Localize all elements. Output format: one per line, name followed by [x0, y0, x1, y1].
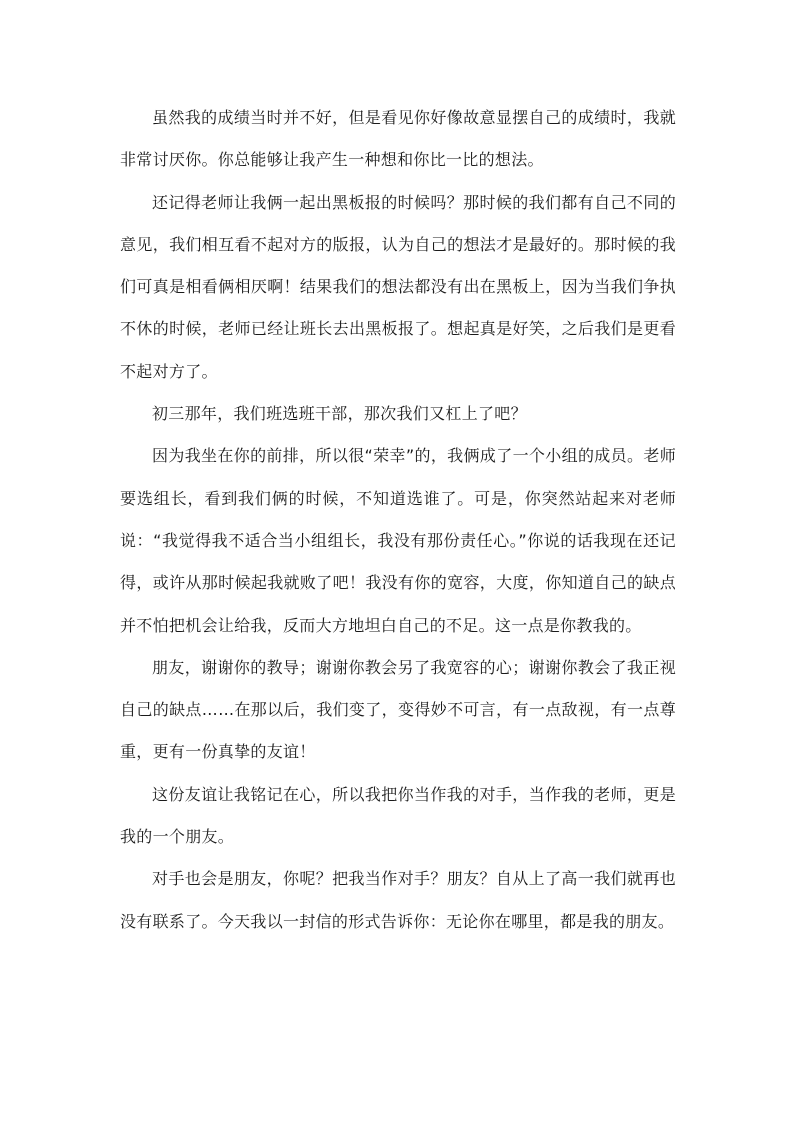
paragraph-3: 初三那年，我们班选班干部，那次我们又杠上了吧？: [152, 404, 527, 424]
paragraph-4: 因为我坐在你的前排，所以很“荣幸”的，我俩成了一个小组的成员。老师要选组长，看到我们俩的时候，不知道选谁了。可是，你突然站起来对老师说：“我觉得我不适合当小组组长，我没有那份责任心。”你说的话我现在还记得，或许从那时候起我就败了吧！我没有你的宽容，大度，你知道自己的缺点并不怕把机会让给我，反而大方地坦白自己的不足。这一点是你教我的。: [120, 446, 676, 635]
paragraph-1: 虽然我的成绩当时并不好，但是看见你好像故意显摆自己的成绩时，我就非常讨厌你。你总能够让我产生一种想和你比一比的想法。: [120, 108, 676, 170]
paragraph-6: 这份友谊让我铭记在心，所以我把你当作我的对手，当作我的老师，更是我的一个朋友。: [120, 784, 676, 847]
paragraph-7: 对手也会是朋友，你呢？把我当作对手？朋友？自从上了高一我们就再也没有联系了。今天我以一封信的形式告诉你：无论你在哪里，都是我的朋友。: [120, 869, 676, 931]
paragraph-5: 朋友，谢谢你的教导；谢谢你教会另了我宽容的心；谢谢你教会了我正视自己的缺点……在那以后，我们变了，变得妙不可言，有一点敌视，有一点尊重，更有一份真挚的友谊！: [120, 657, 676, 762]
paragraph-2: 还记得老师让我俩一起出黑板报的时候吗？那时候的我们都有自己不同的意见，我们相互看不起对方的版报，认为自己的想法才是最好的。那时候的我们可真是相看俩相厌啊！结果我们的想法都没有出在黑板上，因为当我们争执不休的时候，老师已经让班长去出黑板报了。想起真是好笑，之后我们是更看不起对方了。: [120, 192, 676, 381]
document-body: [120, 97, 676, 943]
